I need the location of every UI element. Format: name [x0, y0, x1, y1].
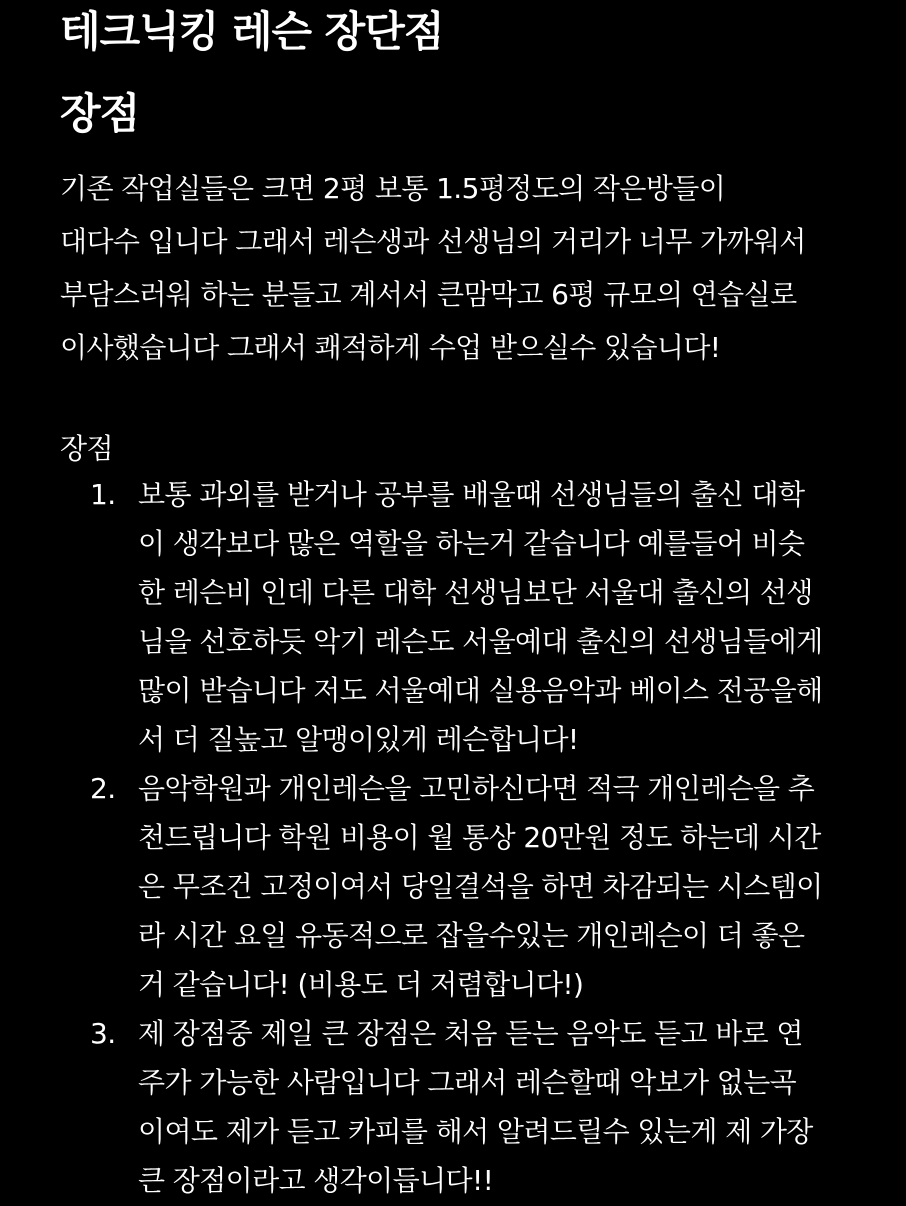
list-line: 보통 과외를 받거나 공부를 배울때 선생님들의 출신 대학 [138, 478, 805, 511]
section-label: 장점 [60, 432, 113, 465]
list-line: 주가 가능한 사람입니다 그래서 레슨할때 악보가 없는곡 [138, 1066, 797, 1099]
list-line: 이 생각보다 많은 역할을 하는거 같습니다 예를들어 비슷 [138, 527, 805, 560]
list-number: 1. [90, 478, 116, 511]
list-line: 제 장점중 제일 큰 장점은 처음 듣는 음악도 듣고 바로 연 [138, 1017, 803, 1050]
list-line: 이여도 제가 듣고 카피를 해서 알려드릴수 있는게 제 가장 [138, 1115, 813, 1148]
list-line: 많이 받습니다 저도 서울예대 실용음악과 베이스 전공을해 [138, 674, 823, 707]
advantages-list [60, 470, 860, 1205]
intro-line: 이사했습니다 그래서 쾌적하게 수업 받으실수 있습니다! [60, 331, 721, 364]
section-heading: 장점 [60, 89, 140, 138]
intro-line: 기존 작업실들은 크면 2평 보통 1.5평정도의 작은방들이 [60, 172, 726, 205]
list-line: 서 더 질높고 알맹이있게 레슨합니다! [138, 723, 579, 756]
list-item [60, 470, 860, 764]
list-line: 큰 장점이라고 생각이듭니다!! [138, 1164, 494, 1197]
intro-paragraph [60, 162, 860, 374]
list-line: 음악학원과 개인레슨을 고민하신다면 적극 개인레슨을 추 [138, 772, 815, 805]
page-title: 테크닉킹 레슨 장단점 [60, 7, 444, 56]
list-item [60, 1009, 860, 1205]
list-line: 천드립니다 학원 비용이 월 통상 20만원 정도 하는데 시간 [138, 821, 821, 854]
list-line: 은 무조건 고정이여서 당일결석을 하면 차감되는 시스템이 [138, 870, 823, 903]
list-line: 님을 선호하듯 악기 레슨도 서울예대 출신의 선생님들에게 [138, 625, 823, 658]
intro-line: 부담스러워 하는 분들고 계서서 큰맘막고 6평 규모의 연습실로 [60, 278, 797, 311]
intro-line: 대다수 입니다 그래서 레슨생과 선생님의 거리가 너무 가까워서 [60, 225, 806, 258]
list-line: 라 시간 요일 유동적으로 잡을수있는 개인레슨이 더 좋은 [138, 919, 805, 952]
list-line: 거 같습니다! (비용도 더 저렴합니다!) [138, 968, 584, 1001]
list-number: 3. [90, 1017, 116, 1050]
list-item [60, 764, 860, 1009]
list-line: 한 레슨비 인데 다른 대학 선생님보단 서울대 출신의 선생 [138, 576, 813, 609]
list-number: 2. [90, 772, 116, 805]
